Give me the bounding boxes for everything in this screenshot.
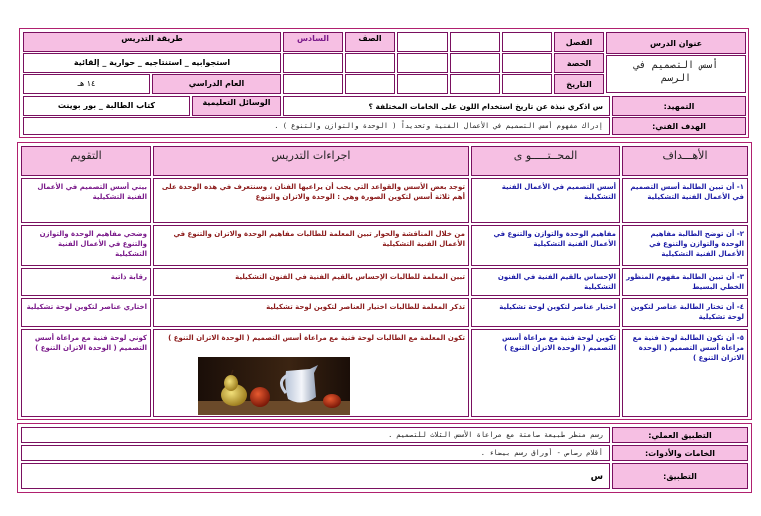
grid-cell[interactable] <box>450 74 500 94</box>
table-row-5-objective <box>622 329 748 417</box>
method-value: استجوابيه _ استنتاجيه _ حوارية _ إلقائية <box>73 58 231 67</box>
table-row-1-procedure <box>153 178 469 223</box>
lesson-title-label: عنوان الدرس <box>649 39 703 48</box>
practical-label: التطبيق العملي: <box>648 431 712 440</box>
application-label-cell <box>612 463 748 489</box>
table-row-5-content <box>471 329 620 417</box>
grid-cell[interactable] <box>283 74 343 94</box>
table-row-2-objective <box>622 225 748 266</box>
year-value-cell <box>23 74 150 94</box>
aids-label: الوسائل التعليمية <box>202 98 271 107</box>
content-text: مفاهيم الوحدة والتوازن والتنوع في الأعمال الفنية التشكيلية <box>493 230 616 248</box>
evaluation-text: وضحي مفاهيم الوحدة والتوازن والتنوع في الأعمال الفنية التشكيلية <box>39 230 147 258</box>
chapter-value-cell[interactable] <box>502 32 552 52</box>
table-row-4-evaluation <box>21 298 151 327</box>
still-life-image <box>198 357 350 415</box>
objective-text: ٤- أن تختار الطالبة عناصر لتكوين لوحة تشكيلية <box>630 303 744 321</box>
year-label-cell <box>152 74 281 94</box>
table-row-2-evaluation <box>21 225 151 266</box>
content-header-label: المحــتـــــو ى <box>513 149 578 162</box>
practical-label-cell <box>612 427 748 443</box>
grid-cell[interactable] <box>345 74 395 94</box>
lesson-title-value-cell <box>606 55 746 93</box>
lesson-title-value: أسس التصميم في الرسم <box>633 60 719 84</box>
lesson-title-label-cell <box>606 32 746 54</box>
table-row-5-procedure <box>153 329 469 417</box>
grid-cell[interactable] <box>397 74 448 94</box>
content-text: الإحساس بالقيم الفنية في الفنون التشكيلية <box>497 273 616 291</box>
grid-cell[interactable] <box>450 32 500 52</box>
content-text: اختيار عناصر لتكوين لوحة تشكيلية <box>499 303 616 311</box>
procedure-text: تبين المعلمة للطالبات الإحساس بالقيم الفنية في الفنون التشكيلية <box>235 273 465 281</box>
objective-text: ٥- أن تكون الطالبة لوحة فنية مع مراعاة أسس التصميم ( الوحدة الاتزان التنوع ) <box>632 334 744 362</box>
goal-label: الهدف الفني: <box>652 122 706 131</box>
table-row-3-evaluation <box>21 268 151 296</box>
date-value-cell[interactable] <box>502 74 552 94</box>
evaluation-text: بيني أسس التصميم في الأعمال الفنية التشكيلية <box>37 183 147 201</box>
table-row-1-objective <box>622 178 748 223</box>
intro-label: التمهيد: <box>663 102 695 111</box>
objective-text: ٢- أن توضح الطالبة مفاهيم الوحدة والتوازن والتنوع في الأعمال الفنية التشكيلية <box>649 230 744 258</box>
class-value: السادس <box>296 34 330 43</box>
procedures-header <box>153 146 469 176</box>
intro-value: س اذكري نبذة عن تاريخ استخدام اللون على الخامات المختلفة ؟ <box>368 102 603 111</box>
application-value-cell[interactable] <box>21 463 610 489</box>
content-text: أسس التصميم في الأعمال الفنية التشكيلية <box>501 183 616 201</box>
objectives-header <box>622 146 748 176</box>
still-life-pear-top <box>224 375 238 391</box>
chapter-label-cell <box>554 32 604 52</box>
period-label-cell <box>554 53 604 73</box>
still-life-peach <box>323 394 341 408</box>
procedures-header-label: اجراءات التدريس <box>271 149 351 162</box>
table-row-3-objective <box>622 268 748 296</box>
intro-label-cell <box>612 96 746 116</box>
table-row-4-procedure <box>153 298 469 327</box>
table-row-5-evaluation <box>21 329 151 417</box>
evaluation-text: رقابة ذاتية <box>110 273 147 281</box>
grid-cell[interactable] <box>345 53 395 73</box>
objectives-header-label: الأهـــداف <box>662 149 708 162</box>
aids-value: كتاب الطالبة _ بور بوينت <box>57 101 156 110</box>
materials-label-cell <box>612 445 748 461</box>
procedure-text: من خلال المناقشة والحوار تبين المعلمة للطالبات مفاهيم الوحدة والاتزان والتنوع في الأعمال الفنية التشكيلية <box>173 230 465 248</box>
goal-value: إدراك مفهوم أسس التصميم في الأعمال الفنية وتحديداً ( الوحدة والتوازن والتنوع ) . <box>274 122 603 130</box>
still-life-apple <box>250 387 270 407</box>
table-row-4-objective <box>622 298 748 327</box>
materials-label: الخامات والأدوات: <box>644 449 716 458</box>
method-value-cell <box>23 53 281 73</box>
table-row-4-content <box>471 298 620 327</box>
objective-text: ٣- أن تبين الطالبة مفهوم المنظور الخطي البسيط <box>626 273 744 291</box>
application-value: س <box>590 472 603 482</box>
materials-value: أقلام رصاص - أوراق رسم بيضاء . <box>480 449 603 457</box>
materials-value-cell <box>21 445 610 461</box>
intro-value-cell <box>283 96 610 116</box>
date-label-cell <box>554 74 604 94</box>
chapter-label: الفصل <box>565 38 593 47</box>
application-label: التطبيق: <box>663 472 697 481</box>
method-label-cell <box>23 32 281 52</box>
evaluation-text: اختاري عناصر لتكوين لوحة تشكيلية <box>26 303 147 311</box>
goal-value-cell <box>23 117 610 135</box>
date-label: التاريخ <box>566 80 592 89</box>
year-value: ١٤ هـ <box>77 79 96 88</box>
table-row-3-content <box>471 268 620 296</box>
method-label: طريقة التدريس <box>121 34 183 43</box>
aids-label-cell <box>192 96 281 116</box>
evaluation-header-label: التقويم <box>70 149 102 162</box>
evaluation-text: كوني لوحة فنية مع مراعاة أسس التصميم ( الوحدة الاتزان التنوع ) <box>34 334 147 352</box>
grid-cell[interactable] <box>397 32 448 52</box>
objective-text: ١- أن تبين الطالبة أسس التصميم في الأعمال الفنية التشكيلية <box>630 183 744 201</box>
period-value-cell[interactable] <box>502 53 552 73</box>
aids-value-cell <box>23 96 190 116</box>
table-row-1-evaluation <box>21 178 151 223</box>
table-row-1-content <box>471 178 620 223</box>
table-row-2-content <box>471 225 620 266</box>
table-row-3-procedure <box>153 268 469 296</box>
practical-value: رسم منظر طبيعة صامتة مع مراعاة الأسس الثلاث للتصميم . <box>388 431 603 439</box>
year-label: العام الدراسي <box>188 79 245 88</box>
class-label: الصف <box>358 34 382 43</box>
procedure-text: تكون المعلمة مع الطالبات لوحة فنية مع مراعاة أسس التصميم ( الوحدة الاتزان التنوع ) <box>168 334 465 342</box>
class-value-cell <box>283 32 343 52</box>
content-header <box>471 146 620 176</box>
content-text: تكوين لوحة فنية مع مراعاة أسس التصميم ( الوحدة الاتزان التنوع ) <box>502 334 616 352</box>
class-label-cell <box>345 32 395 52</box>
grid-cell[interactable] <box>397 53 448 73</box>
procedure-text: توجد بعض الأسس والقواعد التي يجب أن يراعيها الفنان ، وسنتعرف في هذه الوحدة على أهم ثلاثة أسس لتكوين الصورة وهي : الوحدة والاتزان والتنوع <box>161 183 465 201</box>
grid-cell[interactable] <box>450 53 500 73</box>
procedure-text: تذكر المعلمة للطالبات اختيار العناصر لتكوين لوحة تشكيلية <box>266 303 465 311</box>
goal-label-cell <box>612 117 746 135</box>
evaluation-header <box>21 146 151 176</box>
table-row-2-procedure <box>153 225 469 266</box>
grid-cell[interactable] <box>283 53 343 73</box>
practical-value-cell <box>21 427 610 443</box>
period-label: الحصة <box>566 59 592 68</box>
